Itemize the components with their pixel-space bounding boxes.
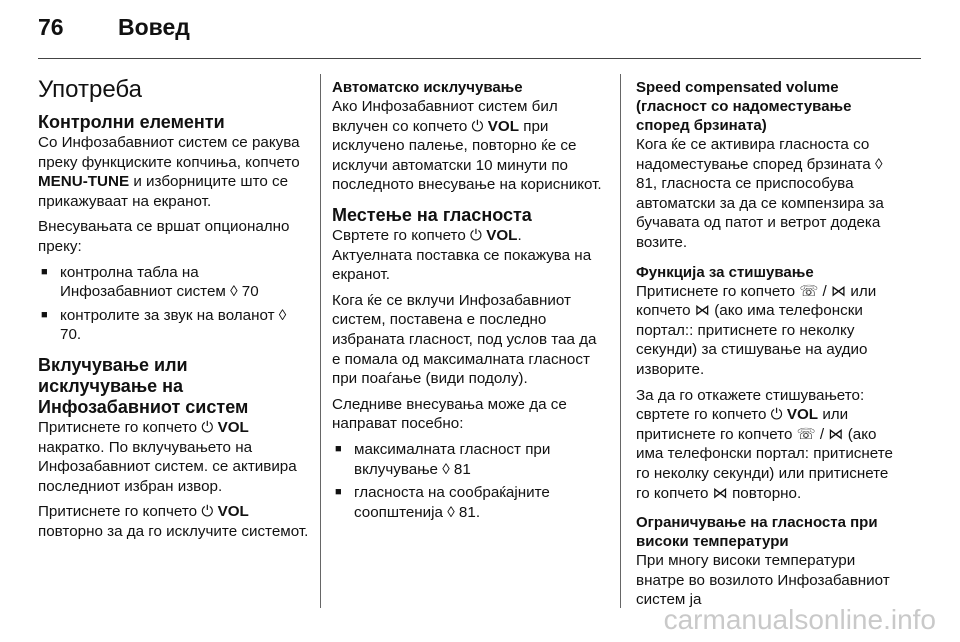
paragraph: Свртете го копчето ⏻ VOL.	[332, 226, 522, 244]
paragraph: Актуелната поставка се покажува на екранот.	[332, 246, 592, 284]
chapter-heading: Употреба	[38, 76, 142, 103]
section-temperature-limit	[636, 513, 906, 610]
paragraph: За да го откажете стишувањето: свртете го копчето ⏻ VOL или притиснете го копчето ☏ / ⋈ (ако има телефонски портал: притиснете го неколку секунди) или притиснете го копчето ⋈ повторно.	[636, 386, 893, 502]
paragraph: Следниве внесувања може да се направат посебно:	[332, 395, 567, 433]
column-2	[332, 78, 604, 532]
paragraph: Кога ќе се активира гласноста со надоместување според брзината ◊ 81, гласноста се приспособува автоматски за да се компензира за бучавата од патот и ветрот додека возите.	[636, 136, 884, 251]
bullet-list	[332, 440, 604, 522]
paragraph: Притиснете го копчето ☏ / ⋈ или копчето ⋈ (ако има телефонски портал:: притиснете го неколку секунди) за стишување на аудио изворите.	[636, 282, 877, 378]
running-title: Вовед	[118, 14, 190, 40]
page-header	[38, 14, 922, 50]
paragraph: При многу високи температури внатре во возилото Инфозабавниот систем ја	[636, 552, 890, 609]
section-speed-volume	[636, 78, 906, 253]
column-1	[38, 76, 310, 552]
section-title: Контролни елементи	[38, 112, 225, 132]
paragraph: Внесувањата се вршат опционално преку:	[38, 218, 290, 255]
section-volume	[332, 205, 604, 522]
column-divider-1	[320, 74, 321, 608]
list-item: ■ контролна табла на Инфозабавниот систем ◊ 70	[38, 263, 310, 302]
section-mute	[636, 263, 906, 504]
section-power	[38, 355, 310, 542]
paragraph: Кога ќе се вклучи Инфозабавниот систем, поставена е последно избраната гласност, под услов таа да е помала од максималната гласност при поаѓање (види подолу).	[332, 291, 597, 388]
section-title: Speed compensated volume (гласност со надоместување според брзината)	[636, 79, 852, 134]
section-auto-off	[332, 78, 604, 195]
section-title: Местење на гласноста	[332, 204, 532, 225]
bullet-list	[38, 263, 310, 345]
header-rule	[38, 58, 921, 59]
column-3	[636, 78, 906, 620]
list-item: ■ максималната гласност при вклучување ◊ 81	[332, 440, 604, 479]
paragraph: Ако Инфозабавниот систем бил вклучен со копчето ⏻ VOL при исклучено палење, повторно ќе се исклучи автоматски 10 минути по последното внесување на корисникот.	[332, 98, 602, 194]
paragraph: Притиснете го копчето ⏻ VOL повторно за да го исклучите системот.	[38, 503, 309, 540]
list-item: ■ контролите за звук на воланот ◊ 70.	[38, 306, 310, 345]
section-controls	[38, 112, 310, 345]
paragraph: Притиснете го копчето ⏻ VOL накратко. По вклучувањето на Инфозабавниот систем. се активира последниот избран извор.	[38, 418, 297, 495]
section-title: Автоматско исклучување	[332, 79, 523, 96]
section-title: Вклучување или исклучување на Инфозабавниот систем	[38, 354, 249, 417]
page-number: 76	[38, 14, 64, 40]
section-title: Ограничување на гласноста при високи температури	[636, 514, 878, 551]
column-divider-2	[620, 74, 621, 608]
paragraph: Со Инфозабавниот систем се ракува преку функциските копчиња, копчето MENU-TUNE и изборниците што се прикажуваат на екранот.	[38, 134, 300, 210]
watermark: carmanualsonline.info	[663, 604, 936, 635]
list-item: ■ гласноста на сообраќајните соопштенија ◊ 81.	[332, 483, 604, 522]
section-title: Функција за стишување	[636, 263, 814, 281]
